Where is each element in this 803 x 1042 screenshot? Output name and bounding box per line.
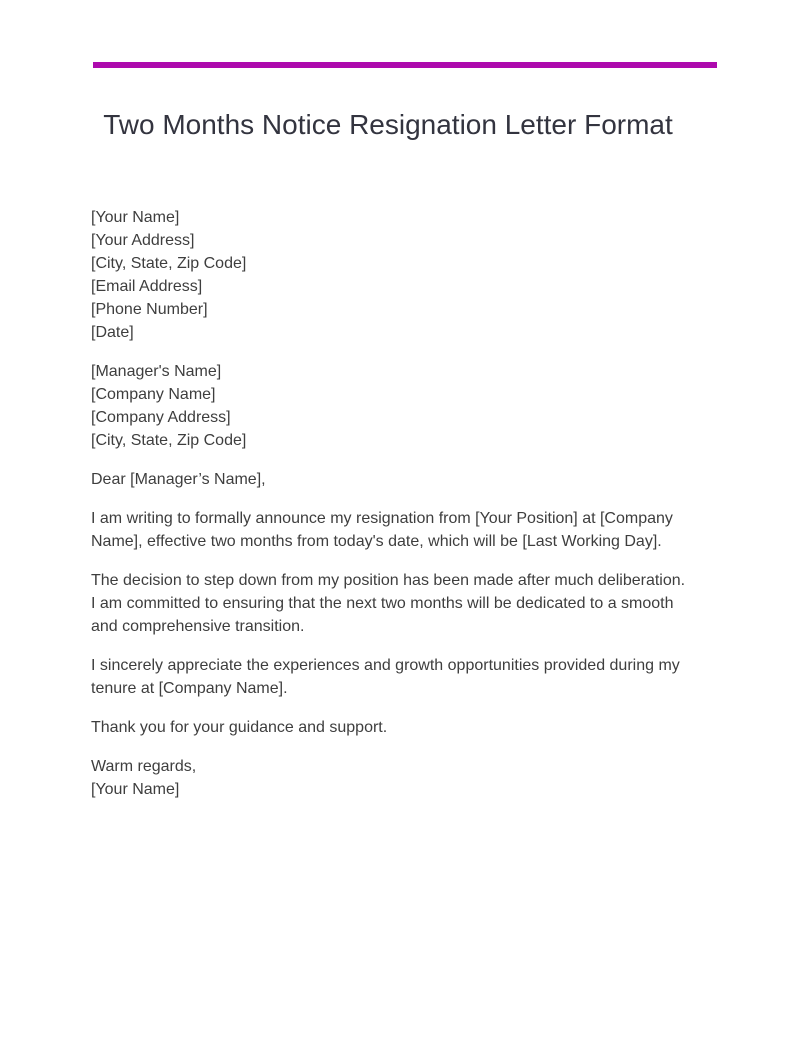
closing-block [91,755,691,801]
sender-name: [Your Name] [91,209,180,226]
sender-city: [City, State, Zip Code] [91,255,247,272]
signature-name: [Your Name] [91,781,180,798]
document-title: Two Months Notice Resignation Letter Format [103,109,673,140]
recipient-company: [Company Name] [91,386,216,403]
letter-body [91,206,691,817]
paragraph-decision: The decision to step down from my position has been made after much deliberation. I am committed to ensuring that the next two months will be dedicated to a smooth and comprehensive transition. [91,572,686,635]
paragraph-appreciation: I sincerely appreciate the experiences and growth opportunities provided during my tenure at [Company Name]. [91,657,680,697]
recipient-block [91,360,691,452]
recipient-address: [Company Address] [91,409,231,426]
recipient-manager: [Manager's Name] [91,363,222,380]
recipient-city: [City, State, Zip Code] [91,432,247,449]
sender-date: [Date] [91,324,134,341]
paragraph-thanks: Thank you for your guidance and support. [91,719,388,736]
sender-email: [Email Address] [91,278,203,295]
valediction: Warm regards, [91,758,197,775]
salutation: Dear [Manager’s Name], [91,471,266,488]
sender-block [91,206,691,344]
sender-address: [Your Address] [91,232,195,249]
accent-bar [93,62,717,68]
sender-phone: [Phone Number] [91,301,208,318]
paragraph-announcement: I am writing to formally announce my resignation from [Your Position] at [Company Name], effective two months from today's date, which will be [Last Working Day]. [91,510,673,550]
